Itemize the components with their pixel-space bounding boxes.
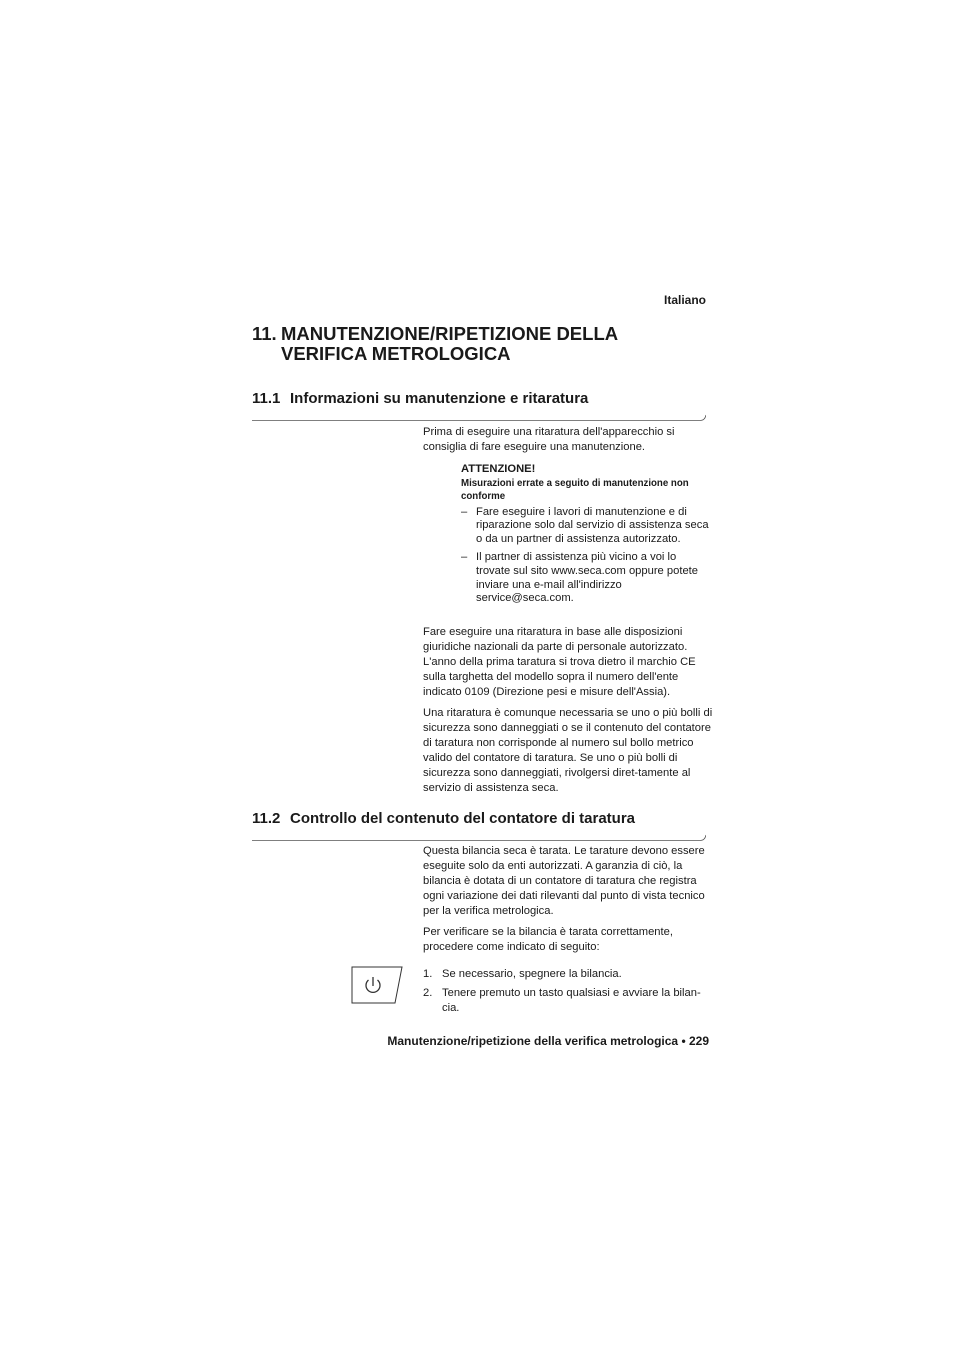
step-text: Se necessario, spegnere la bilancia. [442, 968, 622, 980]
section2-body [423, 844, 713, 1020]
paragraph: Questa bilancia seca è tarata. Le tarature devono essere eseguite solo da enti autorizzati. A garanzia di ciò, la bilancia è dotata di un contatore di taratura che registra ogni variazione dei dati rilevanti dal punto di vista tecnico per la verifica metrologica. [423, 845, 705, 917]
dash-bullet: – [461, 551, 468, 564]
paragraph: Fare eseguire una ritaratura in base alle disposizioni giuridiche nazionali da parte di personale autorizzato. L'anno della prima taratura si trova dietro il marchio CE sulla targhetta del modello sopra il numero dell'ente indicato 0109 (Direzione pesi e misure dell'Assia). [423, 626, 696, 698]
section-heading-11-1 [252, 390, 588, 407]
intro-paragraph: Prima di eseguire una ritaratura dell'apparecchio si consiglia di fare eseguire una manutenzione. [423, 426, 675, 453]
warning-item [461, 506, 711, 547]
paragraph: Per verificare se la bilancia è tarata correttamente, procedere come indicato di seguito: [423, 926, 673, 953]
warning-item-text: Il partner di assistenza più vicino a voi lo trovate sul sito www.seca.com oppure potete inviare una e-mail all'indirizzo service@seca.com. [476, 551, 698, 605]
section-rule [252, 833, 706, 841]
chapter-title-line2: VERIFICA METROLOGICA [281, 343, 511, 364]
section1-intro [423, 425, 713, 461]
warning-block [461, 463, 711, 611]
section-rule [252, 413, 706, 421]
chapter-number: 11. [252, 323, 277, 344]
chapter-title-line1: MANUTENZIONE/RIPETIZIONE DELLA [281, 323, 619, 344]
chapter-title-text [281, 324, 701, 364]
warning-item-text: Fare eseguire i lavori di manutenzione e di riparazione solo dal servizio di assistenza seca o da un partner di assistenza autorizzato. [476, 505, 709, 545]
step-item [423, 967, 713, 982]
section-number: 11.1 [252, 390, 281, 407]
page-footer: Manutenzione/ripetizione della verifica metrologica • 229 [387, 1034, 709, 1048]
step-number: 2. [423, 987, 433, 999]
section-heading-11-2 [252, 810, 635, 827]
power-key-icon [351, 966, 403, 1004]
dash-bullet: – [461, 505, 468, 518]
paragraph: Una ritaratura è comunque necessaria se uno o più bolli di sicurezza sono danneggiati o se il contenuto del contatore di taratura non corrisponde al numero sul bollo metrico valido del contatore di taratura. Se uno o più bolli di sicurezza sono danneggiati, rivolgersi diret-tamente al servizio di assistenza seca. [423, 707, 713, 794]
language-label: Italiano [663, 293, 706, 307]
section1-body [423, 625, 713, 802]
warning-subtitle: Misurazioni errate a seguito di manutenzione non conforme [461, 477, 689, 502]
step-number: 1. [423, 968, 433, 980]
section-title: Informazioni su manutenzione e ritaratura [290, 390, 589, 407]
warning-item [461, 551, 711, 605]
step-item [423, 986, 713, 1016]
warning-title: ATTENZIONE! [461, 463, 536, 475]
section-number: 11.2 [252, 810, 281, 827]
step-text: Tenere premuto un tasto qualsiasi e avviare la bilan-cia. [442, 987, 701, 1014]
section-title: Controllo del contenuto del contatore di taratura [290, 810, 636, 827]
